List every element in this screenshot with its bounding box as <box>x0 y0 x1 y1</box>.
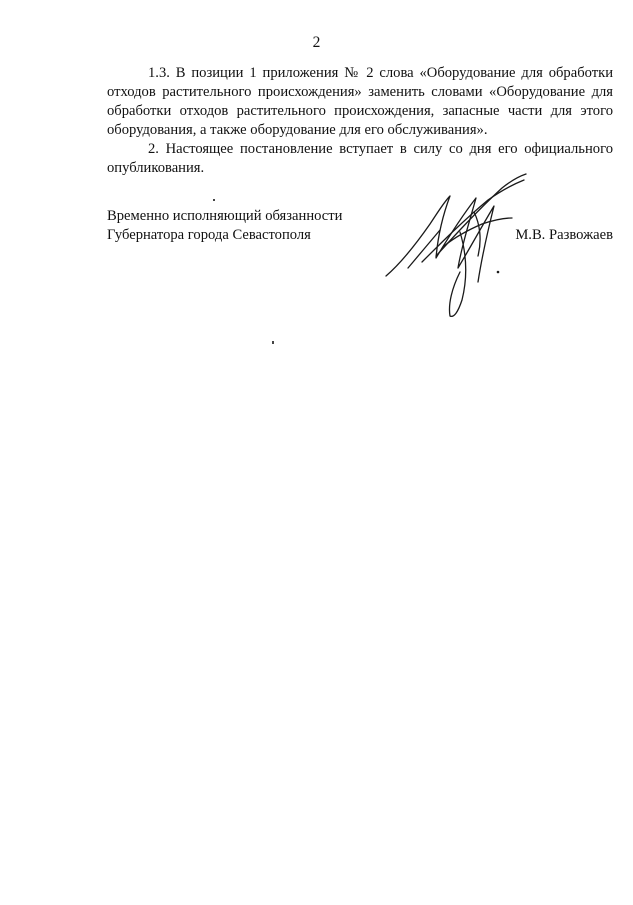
handwritten-signature <box>378 172 558 322</box>
signatory-title-line1: Временно исполняющий обязанности <box>107 208 343 224</box>
document-body <box>107 64 613 178</box>
scan-speck <box>213 199 215 201</box>
page-number: 2 <box>312 34 321 51</box>
scan-speck <box>272 341 274 344</box>
signatory-name: М.В. Развожаев <box>515 227 613 243</box>
paragraph-amendment: 1.3. В позиции 1 приложения № 2 слова «Оборудование для обработки отходов растительного происхождения» заменить словами «Оборудование для обработки отходов растительного происхождения, запасные части для этого оборудования, а также оборудование для его обслуживания». <box>107 65 613 138</box>
signatory-title-line2: Губернатора города Севастополя <box>107 227 311 243</box>
paragraph-effective-date: 2. Настоящее постановление вступает в силу со дня его официального опубликования. <box>107 141 613 176</box>
